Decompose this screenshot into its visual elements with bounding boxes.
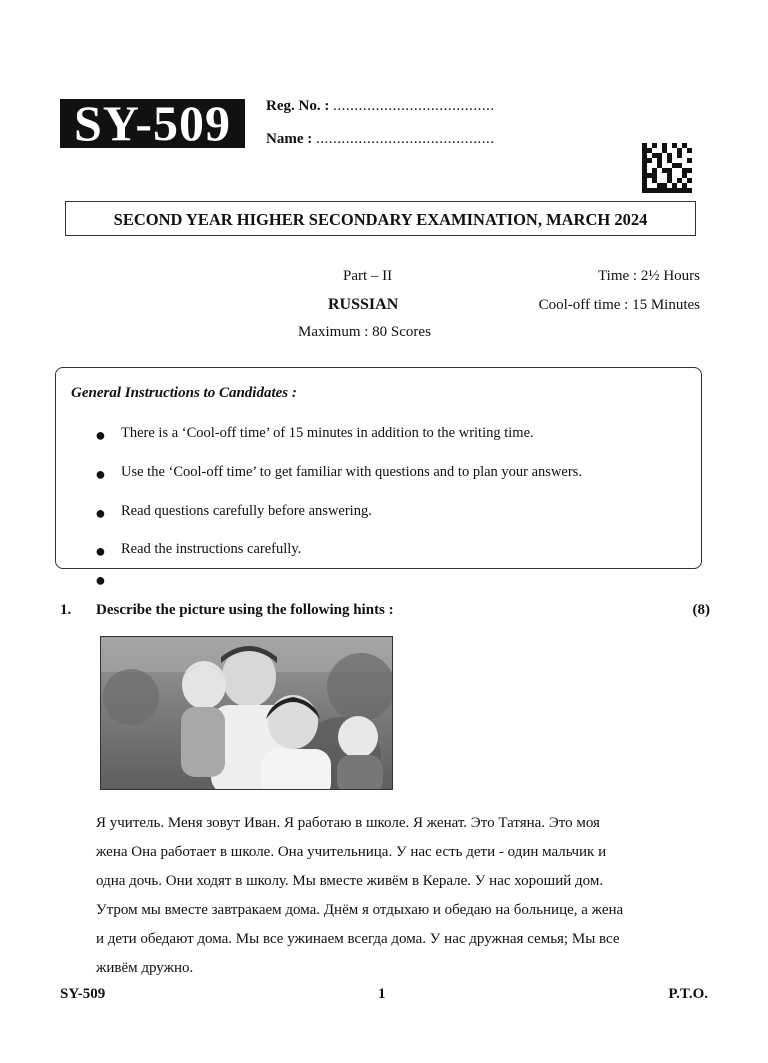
family-photo (100, 636, 393, 790)
paragraph-line: одна дочь. Они ходят в школу. Мы вместе живём в Керале. У нас хороший дом. (96, 873, 604, 889)
reg-no-line (266, 98, 495, 115)
paper-code: SY-509 (74, 95, 231, 151)
cooloff-label: Cool-off time : 15 Minutes (538, 297, 700, 313)
exam-title: SECOND YEAR HIGHER SECONDARY EXAMINATION, MARCH 2024 (113, 210, 648, 229)
bullet-icon: ● (95, 570, 106, 590)
instructions-title: General Instructions to Candidates : (71, 385, 297, 401)
exam-title-box (65, 201, 696, 236)
name-dots: .......................................... (315, 131, 495, 147)
question-marks: (8) (692, 602, 710, 618)
qr-code-icon (642, 143, 692, 193)
instruction-item: Read questions carefully before answering. (121, 503, 372, 519)
paragraph-line: Утром мы вместе завтракаем дома. Днём я отдыхаю и обедаю на больнице, а жена (96, 902, 624, 918)
question-number: 1. (60, 602, 72, 618)
question-text: Describe the picture using the following hints : (96, 602, 394, 618)
bullet-icon: ● (95, 503, 106, 523)
bullet-icon: ● (95, 425, 106, 445)
instruction-item: There is a ‘Cool-off time’ of 15 minutes in addition to the writing time. (121, 425, 534, 441)
reg-no-label: Reg. No. : (266, 98, 330, 114)
instruction-item: Use the ‘Cool-off time’ to get familiar with questions and to plan your answers. (121, 464, 582, 480)
bullet-icon: ● (95, 541, 106, 561)
russian-paragraph (96, 809, 686, 983)
paragraph-line: жена Она работает в школе. Она учительница. У нас есть дети - один мальчик и (96, 844, 607, 860)
footer-pto: P.T.O. (668, 986, 708, 1002)
name-label: Name : (266, 131, 313, 147)
subject-title: RUSSIAN (328, 296, 399, 313)
part-label: Part – II (343, 268, 393, 284)
name-line (266, 131, 494, 148)
max-scores: Maximum : 80 Scores (298, 324, 431, 340)
instruction-item: Read the instructions carefully. (121, 541, 302, 557)
reg-no-dots: ...................................... (333, 98, 495, 114)
paragraph-line: живём дружно. (96, 960, 194, 976)
paper-code-box (60, 95, 245, 151)
footer-page-number: 1 (378, 986, 386, 1002)
time-label: Time : 2½ Hours (598, 268, 700, 284)
family-photo-illustration (101, 637, 393, 790)
paragraph-line: и дети обедают дома. Мы все ужинаем всегда дома. У нас дружная семья; Мы все (96, 931, 620, 947)
footer-paper-code: SY-509 (60, 986, 106, 1002)
paragraph-line: Я учитель. Меня зовут Иван. Я работаю в школе. Я женат. Это Татяна. Это моя (96, 815, 600, 831)
bullet-icon: ● (95, 464, 106, 484)
